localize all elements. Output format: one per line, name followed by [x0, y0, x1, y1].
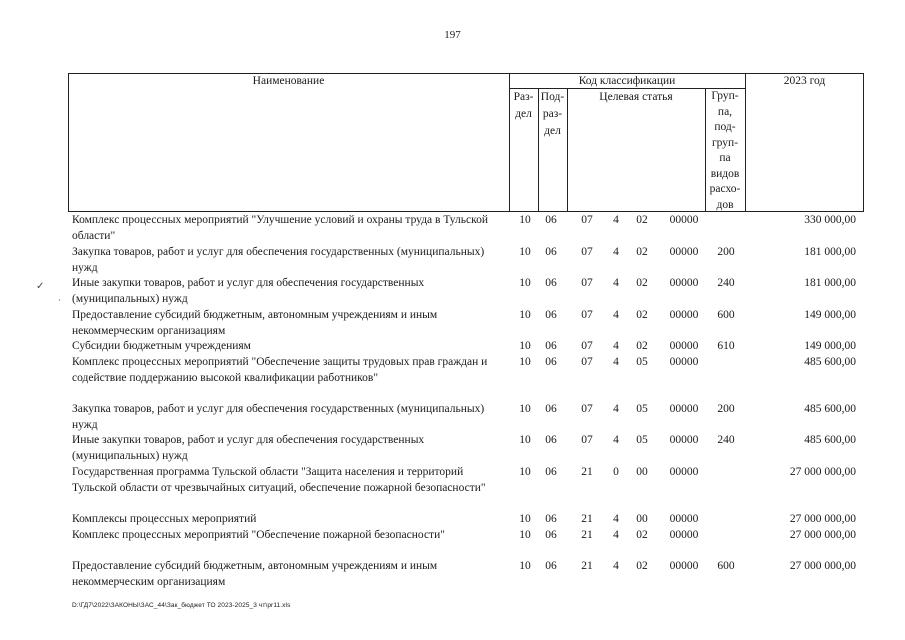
- row-amount: 485 600,00: [804, 403, 856, 415]
- footer-file-path: D:\ГД7\2022\ЗАКОНЫ\ЗАС_44\Зак_бюджет ТО 2023-2025_3 чт\pr11.xls: [72, 602, 291, 609]
- row-code-c2: 4: [613, 560, 619, 572]
- row-code-pr: 06: [545, 560, 557, 572]
- row-code-pr: 06: [545, 340, 557, 352]
- row-code-c4: 00000: [669, 277, 699, 289]
- pen-dot: ·: [58, 295, 61, 305]
- table-row: [0, 528, 905, 560]
- row-code-pr: 06: [545, 214, 557, 226]
- table-row: [0, 245, 905, 277]
- row-code-c3: 00: [636, 466, 648, 478]
- table-row: [0, 433, 905, 465]
- row-code-rz: 10: [519, 356, 531, 368]
- row-code-c2: 4: [613, 434, 619, 446]
- row-code-c1: 07: [581, 340, 593, 352]
- pen-mark: ✓: [36, 281, 45, 292]
- row-code-rz: 10: [519, 529, 531, 541]
- row-code-c3: 05: [636, 403, 648, 415]
- row-code-c1: 07: [581, 214, 593, 226]
- row-name: Закупка товаров, работ и услуг для обеспечения государственных (муниципальных) нужд: [72, 403, 485, 431]
- header-code: Код классификации: [578, 75, 676, 87]
- row-name: Комплекс процессных мероприятий "Улучшение условий и охраны труда в Тульской области": [72, 214, 489, 242]
- row-code-c2: 4: [613, 513, 619, 525]
- row-code-c1: 21: [581, 560, 593, 572]
- row-code-c2: 4: [613, 403, 619, 415]
- row-code-c1: 07: [581, 309, 593, 321]
- table-row: [0, 559, 905, 591]
- row-amount: 485 600,00: [804, 434, 856, 446]
- row-amount: 27 000 000,00: [789, 529, 856, 541]
- header-year: 2023 год: [783, 75, 826, 87]
- row-name: Комплексы процессных мероприятий: [72, 513, 257, 525]
- row-name: Иные закупки товаров, работ и услуг для обеспечения государственных (муниципальных) нужд: [72, 434, 425, 462]
- row-code-c1: 07: [581, 277, 593, 289]
- row-code-c2: 4: [613, 277, 619, 289]
- row-code-vr: 600: [717, 560, 735, 572]
- row-code-c3: 02: [636, 246, 648, 258]
- row-code-c2: 0: [613, 466, 619, 478]
- row-amount: 485 600,00: [804, 356, 856, 368]
- row-code-c3: 02: [636, 560, 648, 572]
- header-name: Наименование: [252, 75, 325, 87]
- row-code-pr: 06: [545, 434, 557, 446]
- row-code-vr: 240: [717, 434, 735, 446]
- row-name: Предоставление субсидий бюджетным, автономным учреждениям и иным некоммерческим организациям: [72, 560, 438, 588]
- row-code-c2: 4: [613, 309, 619, 321]
- header-group: Груп- па, под- груп- па видов расхо- дов: [709, 90, 741, 211]
- row-code-pr: 06: [545, 246, 557, 258]
- table-row: [0, 213, 905, 245]
- table-row: [0, 402, 905, 434]
- row-amount: 149 000,00: [804, 340, 856, 352]
- row-code-c2: 4: [613, 340, 619, 352]
- page-number: 197: [444, 29, 461, 41]
- row-amount: 27 000 000,00: [789, 513, 856, 525]
- row-code-rz: 10: [519, 246, 531, 258]
- row-name: Иные закупки товаров, работ и услуг для обеспечения государственных (муниципальных) нужд: [72, 277, 425, 305]
- row-code-c3: 05: [636, 356, 648, 368]
- row-code-pr: 06: [545, 309, 557, 321]
- row-name: Предоставление субсидий бюджетным, автономным учреждениям и иным некоммерческим организациям: [72, 309, 438, 337]
- table-row: [0, 355, 905, 387]
- table-row: [0, 276, 905, 308]
- row-name: Комплекс процессных мероприятий "Обеспечение защиты трудовых прав граждан и содействие поддержанию высокой квалификации работников": [72, 356, 488, 384]
- row-code-c1: 21: [581, 513, 593, 525]
- row-amount: 27 000 000,00: [789, 560, 856, 572]
- row-code-c1: 07: [581, 434, 593, 446]
- row-code-pr: 06: [545, 529, 557, 541]
- row-code-c4: 00000: [669, 214, 699, 226]
- row-name: Субсидии бюджетным учреждениям: [72, 340, 251, 352]
- row-code-vr: 610: [717, 340, 735, 352]
- row-name: Закупка товаров, работ и услуг для обеспечения государственных (муниципальных) нужд: [72, 246, 485, 274]
- row-name: Государственная программа Тульской области "Защита населения и территорий Тульской области от чрезвычайных ситуаций, обеспечение пожарной безопасности": [72, 466, 486, 494]
- row-code-c1: 07: [581, 356, 593, 368]
- header-razdel: Раз- дел: [513, 91, 534, 120]
- row-code-c2: 4: [613, 356, 619, 368]
- row-code-c1: 07: [581, 246, 593, 258]
- table-row: [0, 308, 905, 340]
- row-amount: 181 000,00: [804, 246, 856, 258]
- row-code-c4: 00000: [669, 356, 699, 368]
- row-amount: 27 000 000,00: [789, 466, 856, 478]
- row-amount: 330 000,00: [804, 214, 856, 226]
- row-code-rz: 10: [519, 434, 531, 446]
- row-code-pr: 06: [545, 466, 557, 478]
- table-row: [0, 465, 905, 497]
- row-code-c2: 4: [613, 246, 619, 258]
- table-header: [68, 73, 864, 212]
- row-code-c4: 00000: [669, 529, 699, 541]
- row-code-vr: 200: [717, 403, 735, 415]
- header-podrazdel: Под- раз- дел: [540, 91, 565, 137]
- row-code-pr: 06: [545, 277, 557, 289]
- row-code-c3: 00: [636, 513, 648, 525]
- header-target: Целевая статья: [599, 91, 673, 103]
- row-code-rz: 10: [519, 277, 531, 289]
- row-code-vr: 240: [717, 277, 735, 289]
- row-code-c1: 21: [581, 466, 593, 478]
- row-code-c4: 00000: [669, 466, 699, 478]
- row-code-c3: 05: [636, 434, 648, 446]
- row-code-c4: 00000: [669, 513, 699, 525]
- row-code-c3: 02: [636, 340, 648, 352]
- row-code-c4: 00000: [669, 560, 699, 572]
- row-code-rz: 10: [519, 403, 531, 415]
- row-amount: 149 000,00: [804, 309, 856, 321]
- row-code-c3: 02: [636, 309, 648, 321]
- row-code-c4: 00000: [669, 309, 699, 321]
- row-code-vr: 200: [717, 246, 735, 258]
- row-code-c1: 21: [581, 529, 593, 541]
- row-code-pr: 06: [545, 513, 557, 525]
- row-code-pr: 06: [545, 356, 557, 368]
- row-code-c4: 00000: [669, 434, 699, 446]
- row-code-vr: 600: [717, 309, 735, 321]
- row-code-c3: 02: [636, 214, 648, 226]
- row-code-pr: 06: [545, 403, 557, 415]
- row-code-c4: 00000: [669, 403, 699, 415]
- row-code-c3: 02: [636, 529, 648, 541]
- row-amount: 181 000,00: [804, 277, 856, 289]
- row-code-c4: 00000: [669, 340, 699, 352]
- row-code-c3: 02: [636, 277, 648, 289]
- row-code-c2: 4: [613, 529, 619, 541]
- row-code-c2: 4: [613, 214, 619, 226]
- row-code-rz: 10: [519, 309, 531, 321]
- row-code-rz: 10: [519, 560, 531, 572]
- row-code-rz: 10: [519, 340, 531, 352]
- row-name: Комплекс процессных мероприятий "Обеспечение пожарной безопасности": [72, 529, 445, 541]
- row-code-c4: 00000: [669, 246, 699, 258]
- row-code-rz: 10: [519, 466, 531, 478]
- row-code-rz: 10: [519, 513, 531, 525]
- row-code-rz: 10: [519, 214, 531, 226]
- row-code-c1: 07: [581, 403, 593, 415]
